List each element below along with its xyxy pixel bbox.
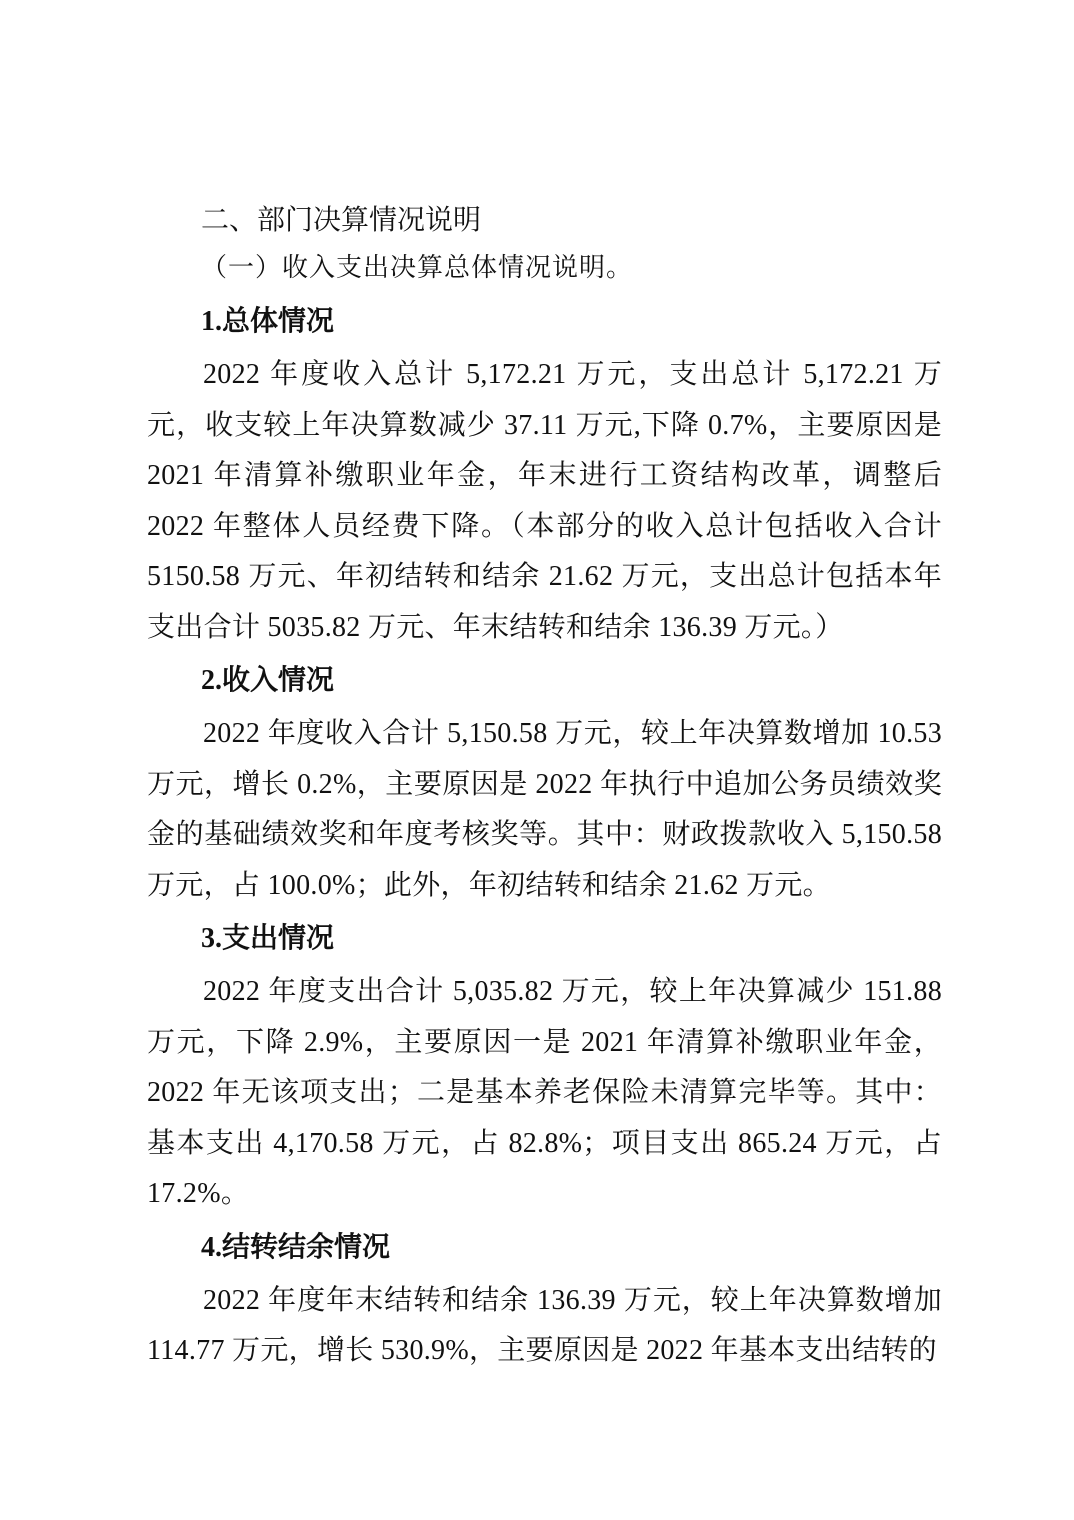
section-heading-income: 2.收入情况 [201,665,335,696]
page-title: 二、部门决算情况说明 [201,203,482,236]
document-content [147,198,942,1383]
section-heading-overview: 1.总体情况 [201,306,335,337]
section-body-carryover: 2022 年度年末结转和结余 136.39 万元，较上年决算数增加 114.77 万元，增长 530.9%，主要原因是 2022 年基本支出结转的 [147,1284,942,1366]
section-heading-carryover: 4.结转结余情况 [201,1231,391,1263]
section-heading-expenditure: 3.支出情况 [201,923,335,954]
page-subtitle: （一）收入支出决算总体情况说明。 [201,253,634,283]
section-body-overview: 2022 年度收入总计 5,172.21 万元，支出总计 5,172.21 万元，收支较上年决算数减少 37.11 万元,下降 0.7%，主要原因是 2021 年清算补缴职业年金，年末进行工资结构改革，调整后 2022 年整体人员经费下降。（本部分的收入总计包括收入合计 5150.58 万元、年初结转和结余 21.62 万元，支出总计包括本年支出合计 5035.82 万元、年末结转和结余 136.39 万元。） [147,359,942,643]
section-body-income: 2022 年度收入合计 5,150.58 万元，较上年决算数增加 10.53 万元，增长 0.2%，主要原因是 2022 年执行中追加公务员绩效奖金的基础绩效奖和年度考核奖等。其中：财政拨款收入 5,150.58 万元，占 100.0%；此外，年初结转和结余 21.62 万元。 [147,718,942,901]
section-body-expenditure: 2022 年度支出合计 5,035.82 万元，较上年决算减少 151.88 万元，下降 2.9%，主要原因一是 2021 年清算补缴职业年金，2022 年无该项支出；二是基本养老保险未清算完毕等。其中：基本支出 4,170.58 万元，占 82.8%；项目支出 865.24 万元，占 17.2%。 [147,976,942,1209]
